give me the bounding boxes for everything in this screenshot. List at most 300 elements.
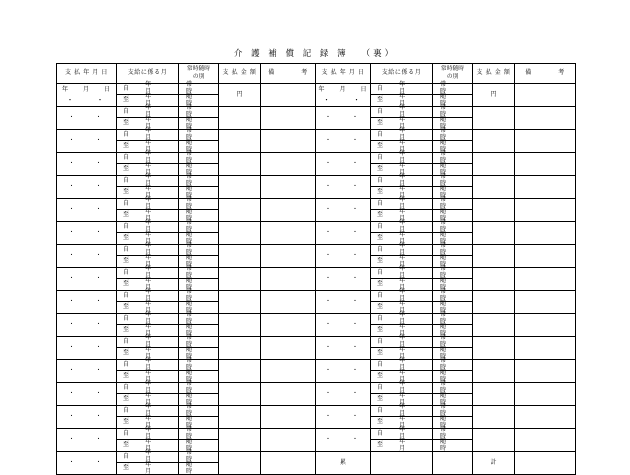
table-row: [57, 176, 576, 199]
temporary-label: 随 時: [186, 161, 205, 176]
payment-date-cell: [316, 84, 371, 107]
regular-label: 常 時: [440, 288, 459, 302]
period-from-label: 年 月: [399, 104, 424, 118]
period-from-prefix: 自: [123, 84, 130, 92]
payment-date-cell: ・ ・: [57, 153, 117, 176]
payment-date-cell: [57, 84, 117, 107]
payment-date-cell: ・ ・: [316, 429, 371, 452]
period-from-prefix: 自: [377, 291, 384, 299]
period-to-label: 年 月: [399, 276, 424, 291]
table-row: [57, 107, 576, 130]
table-row: [57, 314, 576, 337]
remarks-cell: [261, 84, 316, 107]
header-amount-right: 支 払 金 額: [473, 64, 515, 84]
temporary-label: 随 時: [186, 253, 205, 268]
regular-label: 常 時: [440, 426, 459, 440]
period-to-prefix: 至: [377, 119, 384, 127]
period-cell-empty: [371, 452, 433, 475]
header-period-right: 支給に係る月: [371, 64, 433, 84]
period-to-label: 年 月: [145, 460, 170, 475]
period-to-prefix: 至: [123, 349, 130, 357]
temporary-label: 随 時: [440, 230, 459, 245]
period-to-prefix: 至: [377, 395, 384, 403]
remarks-cell: [515, 222, 576, 245]
temporary-label: 随 時: [440, 299, 459, 314]
payment-date-cell: ・ ・: [57, 268, 117, 291]
period-to-line: [117, 437, 178, 452]
period-from-prefix: 自: [123, 107, 130, 115]
period-from-prefix: 自: [123, 176, 130, 184]
period-from-prefix: 自: [377, 383, 384, 391]
period-to-label: 年 月: [145, 345, 170, 360]
remarks-cell: [261, 452, 316, 475]
period-to-prefix: 至: [123, 280, 130, 288]
period-from-label: 年 月: [399, 403, 424, 417]
remarks-cell: [261, 406, 316, 429]
temporary-label: 随 時: [440, 345, 459, 360]
period-from-label: 年 月: [399, 196, 424, 210]
temporary-label: 随 時: [186, 414, 205, 429]
period-from-label: 年 月: [145, 104, 170, 118]
table-row: [57, 222, 576, 245]
payment-date-dots: ・ ・: [323, 96, 363, 104]
period-to-prefix: 至: [123, 464, 130, 472]
period-from-prefix: 自: [377, 199, 384, 207]
period-from-label: 年 月: [145, 150, 170, 164]
period-from-prefix: 自: [123, 360, 130, 368]
regular-label: 常 時: [440, 219, 459, 233]
amount-cell: [219, 291, 261, 314]
period-from-prefix: 自: [377, 406, 384, 414]
amount-cell: [473, 291, 515, 314]
amount-cell: [473, 429, 515, 452]
period-to-label: 年 月: [399, 368, 424, 383]
period-to-prefix: 至: [377, 326, 384, 334]
period-to-label: 年 月: [399, 230, 424, 245]
table-row: [57, 383, 576, 406]
temporary-label: 随 時: [186, 184, 205, 199]
payment-date-cell: ・ ・: [57, 291, 117, 314]
period-to-prefix: 至: [377, 303, 384, 311]
amount-cell: [219, 314, 261, 337]
header-remarks-left: 備 考: [261, 64, 316, 84]
payment-date-cell: ・ ・: [316, 222, 371, 245]
period-to-prefix: 至: [377, 418, 384, 426]
temporary-label: 随 時: [440, 207, 459, 222]
regular-label: 常 時: [186, 150, 205, 164]
period-from-label: 年 月: [145, 311, 170, 325]
amount-cell: [219, 199, 261, 222]
period-to-prefix: 至: [123, 395, 130, 403]
header-remarks-right: 備 考: [515, 64, 576, 84]
regular-label: 常 時: [186, 426, 205, 440]
period-from-label: 年 月: [399, 242, 424, 256]
temporary-label: 随 時: [186, 230, 205, 245]
payment-date-cell: ・ ・: [57, 452, 117, 475]
period-to-prefix: 至: [377, 257, 384, 265]
period-to-label: 年 月: [145, 207, 170, 222]
period-from-prefix: 自: [123, 222, 130, 230]
table-row: [57, 452, 576, 475]
amount-cell: [219, 268, 261, 291]
payment-date-cell: ・ ・: [57, 360, 117, 383]
remarks-cell: [261, 176, 316, 199]
period-to-line: [371, 437, 432, 452]
period-from-prefix: 自: [123, 268, 130, 276]
remarks-cell: [261, 199, 316, 222]
regular-label: 常 時: [186, 219, 205, 233]
header-payment-date-right: 支 払 年 月 日: [316, 64, 371, 84]
temporary-label: 随 時: [186, 460, 205, 475]
payment-date-cell: ・ ・: [316, 245, 371, 268]
period-to-prefix: 至: [377, 142, 384, 150]
regular-label: 常 時: [440, 311, 459, 325]
period-to-prefix: 至: [123, 326, 130, 334]
remarks-cell: [515, 153, 576, 176]
period-to-prefix: 至: [123, 257, 130, 265]
temporary-label: 随 時: [440, 322, 459, 337]
temporary-label: 随 時: [440, 138, 459, 153]
period-to-prefix: 至: [377, 211, 384, 219]
payment-date-cell: ・ ・: [316, 199, 371, 222]
header-regular-temp-right: 常時随時 の別: [433, 64, 473, 84]
amount-cell: [473, 176, 515, 199]
temporary-label: 随 時: [440, 253, 459, 268]
payment-date-cell: ・ ・: [57, 222, 117, 245]
period-to-prefix: 至: [377, 280, 384, 288]
payment-date-cell: ・ ・: [316, 130, 371, 153]
payment-date-cell: ・ ・: [316, 406, 371, 429]
period-to-label: 年 月: [145, 115, 170, 130]
regular-label: 常 時: [186, 265, 205, 279]
period-cell: [117, 449, 179, 475]
remarks-cell: [515, 107, 576, 130]
period-from-prefix: 自: [123, 199, 130, 207]
period-to-label: 年 月: [399, 414, 424, 429]
payment-date-cell: ・ ・: [57, 406, 117, 429]
temporary-label: 随 時: [186, 437, 205, 452]
table-row: [57, 406, 576, 429]
amount-cell: [219, 222, 261, 245]
amount-cell: [219, 153, 261, 176]
period-to-prefix: 至: [377, 349, 384, 357]
amount-cell: [219, 176, 261, 199]
table-row: [57, 360, 576, 383]
period-from-label: 年 月: [145, 81, 170, 95]
regular-label: 常 時: [440, 173, 459, 187]
period-from-prefix: 自: [123, 383, 130, 391]
temporary-label: 随 時: [186, 345, 205, 360]
amount-cell: 円: [219, 84, 261, 107]
amount-cell: [219, 245, 261, 268]
regular-label: 常 時: [440, 265, 459, 279]
temporary-label: 随 時: [440, 437, 459, 452]
period-from-label: 年 月: [145, 426, 170, 440]
payment-date-cell: ・ ・: [57, 314, 117, 337]
temporary-label: 随 時: [186, 391, 205, 406]
regular-label: 常 時: [440, 334, 459, 348]
remarks-cell: [261, 383, 316, 406]
table-row: [57, 429, 576, 452]
remarks-cell: [515, 406, 576, 429]
payment-date-dots: ・ ・: [66, 96, 107, 104]
period-to-label: 年 月: [399, 299, 424, 314]
period-from-label: 年 月: [145, 380, 170, 394]
regular-label: 常 時: [186, 311, 205, 325]
payment-date-cell: ・ ・: [316, 268, 371, 291]
page-title: 介 護 補 償 記 録 簿 （裏）: [233, 49, 397, 59]
payment-date-cell: ・ ・: [57, 130, 117, 153]
period-to-label: 年 月: [399, 253, 424, 268]
remarks-cell: [261, 429, 316, 452]
payment-date-cell: ・ ・: [316, 383, 371, 406]
remarks-cell: [515, 452, 576, 475]
period-from-prefix: 自: [123, 337, 130, 345]
remarks-cell: [261, 337, 316, 360]
payment-date-label: 年 月 日: [318, 86, 368, 93]
period-from-prefix: 自: [123, 429, 130, 437]
period-from-prefix: 自: [377, 337, 384, 345]
regular-temp-cell: [179, 449, 219, 475]
amount-cell: [473, 222, 515, 245]
period-to-prefix: 至: [123, 441, 130, 449]
remarks-cell: [515, 383, 576, 406]
period-to-label: 年 月: [399, 391, 424, 406]
amount-cell: [473, 199, 515, 222]
payment-date-cell: ・ ・: [57, 176, 117, 199]
period-from-label: 年 月: [145, 403, 170, 417]
payment-date-cell: ・ ・: [316, 153, 371, 176]
period-from-prefix: 自: [377, 314, 384, 322]
period-from-label: 年 月: [399, 426, 424, 440]
period-to-prefix: 至: [123, 234, 130, 242]
temporary-label: 随 時: [440, 115, 459, 130]
remarks-cell: [261, 222, 316, 245]
period-from-label: 年 月: [145, 127, 170, 141]
period-from-label: 年 月: [399, 265, 424, 279]
regular-temp-cell: [179, 426, 219, 452]
regular-label: 常 時: [186, 242, 205, 256]
regular-label: 常 時: [186, 173, 205, 187]
temporary-label: 随 時: [186, 115, 205, 130]
period-from-label: 年 月: [399, 219, 424, 233]
period-from-prefix: 自: [377, 429, 384, 437]
period-to-prefix: 至: [377, 188, 384, 196]
amount-cell: [473, 314, 515, 337]
remarks-cell: [261, 268, 316, 291]
regular-label: 常 時: [440, 242, 459, 256]
period-to-prefix: 至: [123, 418, 130, 426]
amount-cell: [473, 107, 515, 130]
period-from-prefix: 自: [377, 176, 384, 184]
remarks-cell: [261, 153, 316, 176]
period-from-label: 年 月: [399, 334, 424, 348]
period-from-prefix: 自: [377, 107, 384, 115]
period-from-label: 年 月: [399, 380, 424, 394]
temporary-label: 随 時: [440, 368, 459, 383]
period-to-label: 年 月: [399, 92, 424, 107]
period-to-prefix: 至: [123, 211, 130, 219]
remarks-cell: [515, 84, 576, 107]
amount-cell: [473, 153, 515, 176]
period-from-label: 年 月: [399, 288, 424, 302]
period-to-label: 年 月: [399, 184, 424, 199]
regular-label: 常 時: [440, 196, 459, 210]
period-to-label: 年 月: [399, 161, 424, 176]
regular-label: 常 時: [186, 449, 205, 463]
period-from-prefix: 自: [123, 245, 130, 253]
period-to-prefix: 至: [123, 119, 130, 127]
temporary-label: 随 時: [186, 368, 205, 383]
period-to-label: 年 月: [145, 138, 170, 153]
payment-date-label: 年 月 日: [61, 86, 111, 93]
period-to-label: 年 月: [399, 115, 424, 130]
period-to-label: 年 月: [145, 230, 170, 245]
period-cell: [371, 426, 433, 452]
table-row: [57, 291, 576, 314]
period-from-prefix: 自: [377, 153, 384, 161]
regular-label: 常 時: [186, 380, 205, 394]
period-from-label: 年 月: [399, 357, 424, 371]
remarks-cell: [515, 360, 576, 383]
period-from-label: 年 月: [399, 173, 424, 187]
period-to-label: 年 月: [399, 322, 424, 337]
period-from-prefix: 自: [123, 452, 130, 460]
amount-cell: [219, 360, 261, 383]
period-to-prefix: 至: [123, 142, 130, 150]
period-cell: [117, 426, 179, 452]
period-to-label: 年 月: [145, 92, 170, 107]
amount-cell: [473, 360, 515, 383]
header-regular-temp-left: 常時随時 の別: [179, 64, 219, 84]
regular-label: 常 時: [186, 334, 205, 348]
period-from-label: 年 月: [145, 449, 170, 463]
remarks-cell: [515, 176, 576, 199]
period-to-prefix: 至: [123, 165, 130, 173]
carry-over-cell: 累: [316, 452, 371, 475]
period-from-prefix: 自: [377, 245, 384, 253]
period-from-label: 年 月: [399, 127, 424, 141]
regular-label: 常 時: [440, 127, 459, 141]
period-to-label: 年 月: [145, 184, 170, 199]
regular-label: 常 時: [440, 81, 459, 95]
period-to-prefix: 至: [377, 165, 384, 173]
period-from-prefix: 自: [377, 222, 384, 230]
regular-label: 常 時: [186, 288, 205, 302]
period-from-prefix: 自: [377, 268, 384, 276]
header-payment-date-left: 支 払 年 月 日: [57, 64, 117, 84]
amount-cell: [219, 337, 261, 360]
remarks-cell: [515, 268, 576, 291]
table-row: [57, 268, 576, 291]
temporary-label: 随 時: [186, 276, 205, 291]
temporary-label: 随 時: [186, 207, 205, 222]
period-from-label: 年 月: [145, 196, 170, 210]
temporary-line: [433, 437, 472, 452]
temporary-label: 随 時: [440, 92, 459, 107]
remarks-cell: [515, 429, 576, 452]
payment-date-cell: ・ ・: [316, 337, 371, 360]
regular-label: 常 時: [440, 380, 459, 394]
regular-label: 常 時: [186, 357, 205, 371]
period-to-label: 年 月: [145, 368, 170, 383]
remarks-cell: [261, 107, 316, 130]
period-from-prefix: 自: [123, 130, 130, 138]
regular-label: 常 時: [440, 357, 459, 371]
payment-date-cell: ・ ・: [316, 176, 371, 199]
temporary-label: 随 時: [440, 276, 459, 291]
period-from-label: 年 月: [145, 265, 170, 279]
remarks-cell: [261, 291, 316, 314]
regular-label: 常 時: [186, 127, 205, 141]
amount-cell: [473, 130, 515, 153]
temporary-line: [179, 460, 218, 475]
period-from-label: 年 月: [399, 150, 424, 164]
remarks-cell: [515, 291, 576, 314]
remarks-cell: [515, 337, 576, 360]
amount-cell: 円: [473, 84, 515, 107]
temporary-label: 随 時: [440, 184, 459, 199]
period-from-prefix: 自: [123, 406, 130, 414]
temporary-line: [179, 437, 218, 452]
regular-label: 常 時: [186, 81, 205, 95]
table-row: [57, 153, 576, 176]
period-to-prefix: 至: [377, 234, 384, 242]
amount-cell: [219, 429, 261, 452]
period-from-label: 年 月: [145, 219, 170, 233]
period-to-label: 年 月: [399, 207, 424, 222]
period-to-label: 年 月: [399, 138, 424, 153]
period-from-prefix: 自: [123, 314, 130, 322]
payment-date-cell: ・ ・: [316, 314, 371, 337]
care-compensation-ledger-table: [56, 63, 576, 475]
period-to-prefix: 至: [377, 96, 384, 104]
period-from-label: 年 月: [145, 242, 170, 256]
period-to-label: 年 月: [145, 391, 170, 406]
period-from-label: 年 月: [399, 81, 424, 95]
amount-cell: [473, 268, 515, 291]
header-period-left: 支給に係る月: [117, 64, 179, 84]
payment-date-cell: ・ ・: [57, 107, 117, 130]
period-to-label: 年 月: [399, 345, 424, 360]
regular-label: 常 時: [186, 196, 205, 210]
temporary-label: 随 時: [186, 299, 205, 314]
table-row: [57, 245, 576, 268]
total-cell: 計: [473, 452, 515, 475]
amount-cell: [473, 337, 515, 360]
amount-cell: [219, 130, 261, 153]
period-from-label: 年 月: [145, 173, 170, 187]
remarks-cell: [261, 245, 316, 268]
period-to-label: 年 月: [145, 253, 170, 268]
period-to-prefix: 至: [123, 303, 130, 311]
period-to-line: [117, 460, 178, 475]
regular-temp-cell-empty: [433, 452, 473, 475]
amount-cell: [219, 107, 261, 130]
amount-cell: [219, 383, 261, 406]
period-to-label: 年 月: [399, 437, 424, 452]
amount-cell: [219, 406, 261, 429]
period-to-prefix: 至: [123, 96, 130, 104]
remarks-cell: [515, 130, 576, 153]
regular-temp-cell: [433, 426, 473, 452]
period-to-label: 年 月: [145, 299, 170, 314]
payment-date-cell: ・ ・: [316, 107, 371, 130]
temporary-label: 随 時: [186, 138, 205, 153]
amount-cell: [219, 452, 261, 475]
period-to-prefix: 至: [123, 372, 130, 380]
period-to-prefix: 至: [123, 188, 130, 196]
